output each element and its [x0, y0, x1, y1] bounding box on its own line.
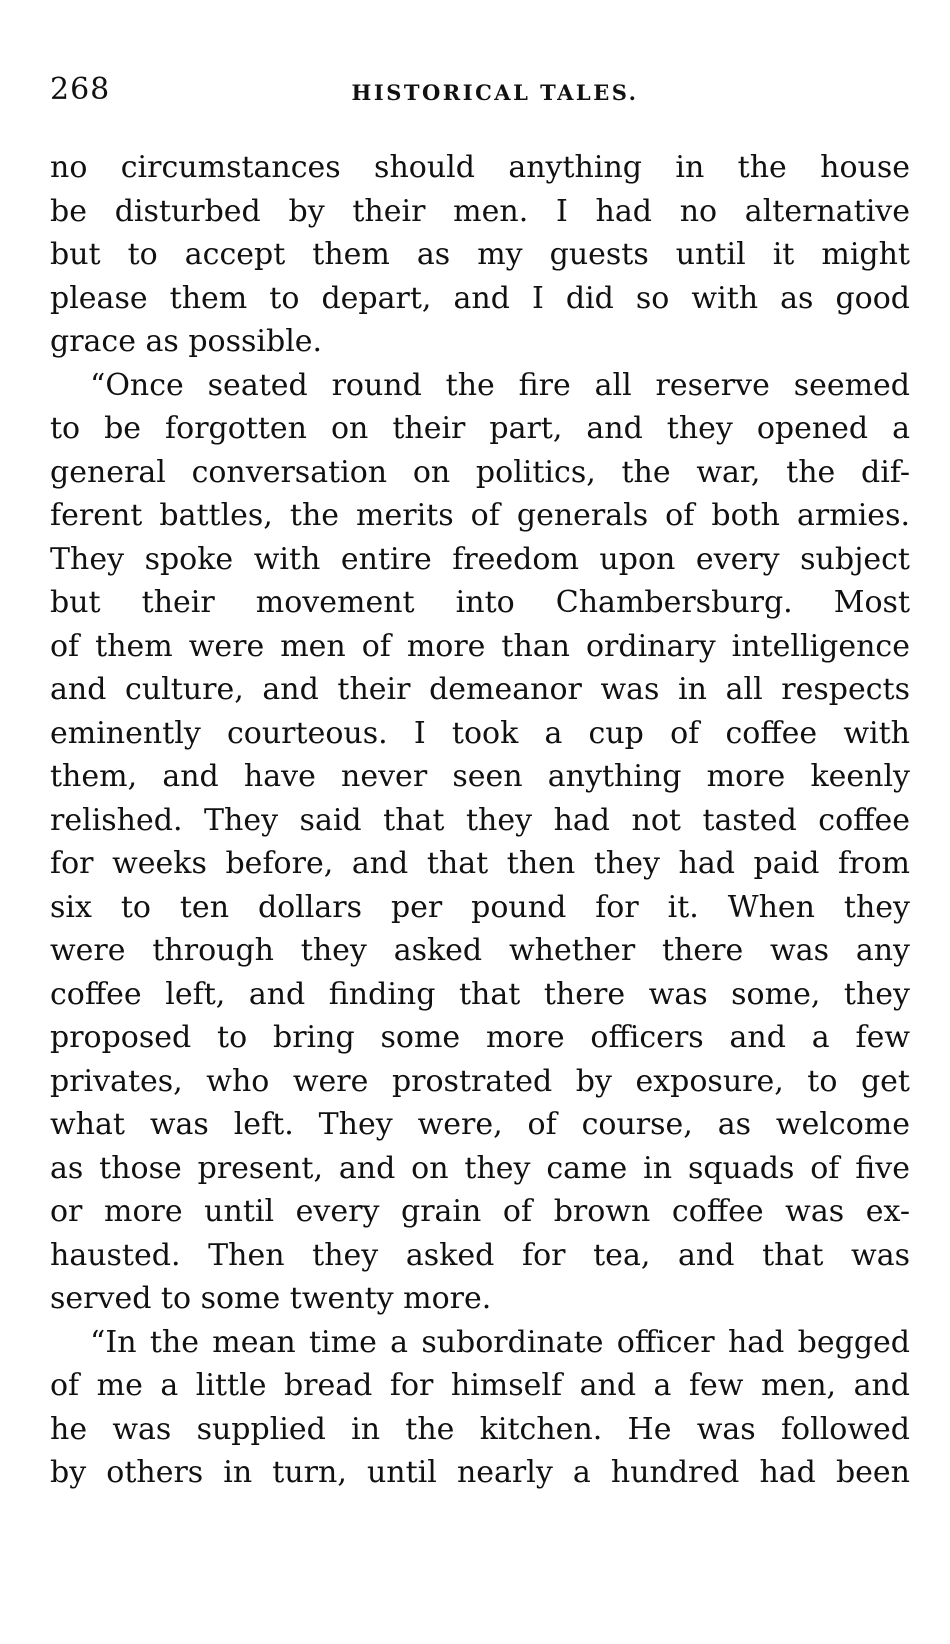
page-number: 268: [50, 72, 111, 107]
running-title: HISTORICAL TALES.: [351, 80, 639, 105]
text-line: as those present, and on they came in squads of five: [50, 1150, 910, 1186]
text-line: of me a little bread for himself and a few men, and: [50, 1368, 910, 1403]
text-line: or more until every grain of brown coffee was ex-: [50, 1194, 910, 1229]
text-line: please them to depart, and I did so with as good: [50, 280, 910, 316]
text-line: no circumstances should anything in the house: [50, 150, 910, 185]
text-line: he was supplied in the kitchen. He was followed: [50, 1411, 910, 1447]
text-line: proposed to bring some more officers and a few: [50, 1020, 910, 1055]
text-line: for weeks before, and that then they had paid from: [50, 846, 910, 881]
text-line: ferent battles, the merits of generals of both armies.: [50, 498, 910, 533]
body-text: [50, 146, 910, 1495]
text-line: relished. They said that they had not tasted coffee: [50, 802, 910, 838]
text-line: but their movement into Chambersburg. Most: [50, 585, 910, 620]
text-line: They spoke with entire freedom upon every subject: [50, 541, 910, 577]
text-line: what was left. They were, of course, as welcome: [50, 1107, 910, 1142]
text-line: of them were men of more than ordinary intelligence: [50, 628, 910, 664]
text-line: six to ten dollars per pound for it. When they: [50, 889, 910, 925]
text-line: coffee left, and finding that there was some, they: [50, 976, 910, 1012]
text-line: grace as possible.: [50, 324, 323, 359]
text-line: “Once seated round the fire all reserve seemed: [90, 367, 910, 403]
text-line: general conversation on politics, the war, the dif-: [50, 454, 910, 490]
text-line: eminently courteous. I took a cup of coffee with: [50, 715, 910, 751]
text-line: served to some twenty more.: [50, 1281, 492, 1316]
text-line: privates, who were prostrated by exposure, to get: [50, 1063, 910, 1099]
text-line: but to accept them as my guests until it might: [50, 237, 910, 272]
text-line: and culture, and their demeanor was in all respects: [50, 672, 910, 707]
text-line: were through they asked whether there was any: [50, 933, 910, 968]
text-line: hausted. Then they asked for tea, and that was: [50, 1237, 910, 1273]
text-line: by others in turn, until nearly a hundred had been: [50, 1455, 910, 1490]
text-line: them, and have never seen anything more keenly: [50, 759, 910, 794]
text-line: to be forgotten on their part, and they opened a: [50, 411, 910, 446]
text-line: be disturbed by their men. I had no alternative: [50, 193, 910, 229]
page-header: [50, 72, 910, 112]
text-line: “In the mean time a subordinate officer had begged: [90, 1324, 910, 1360]
